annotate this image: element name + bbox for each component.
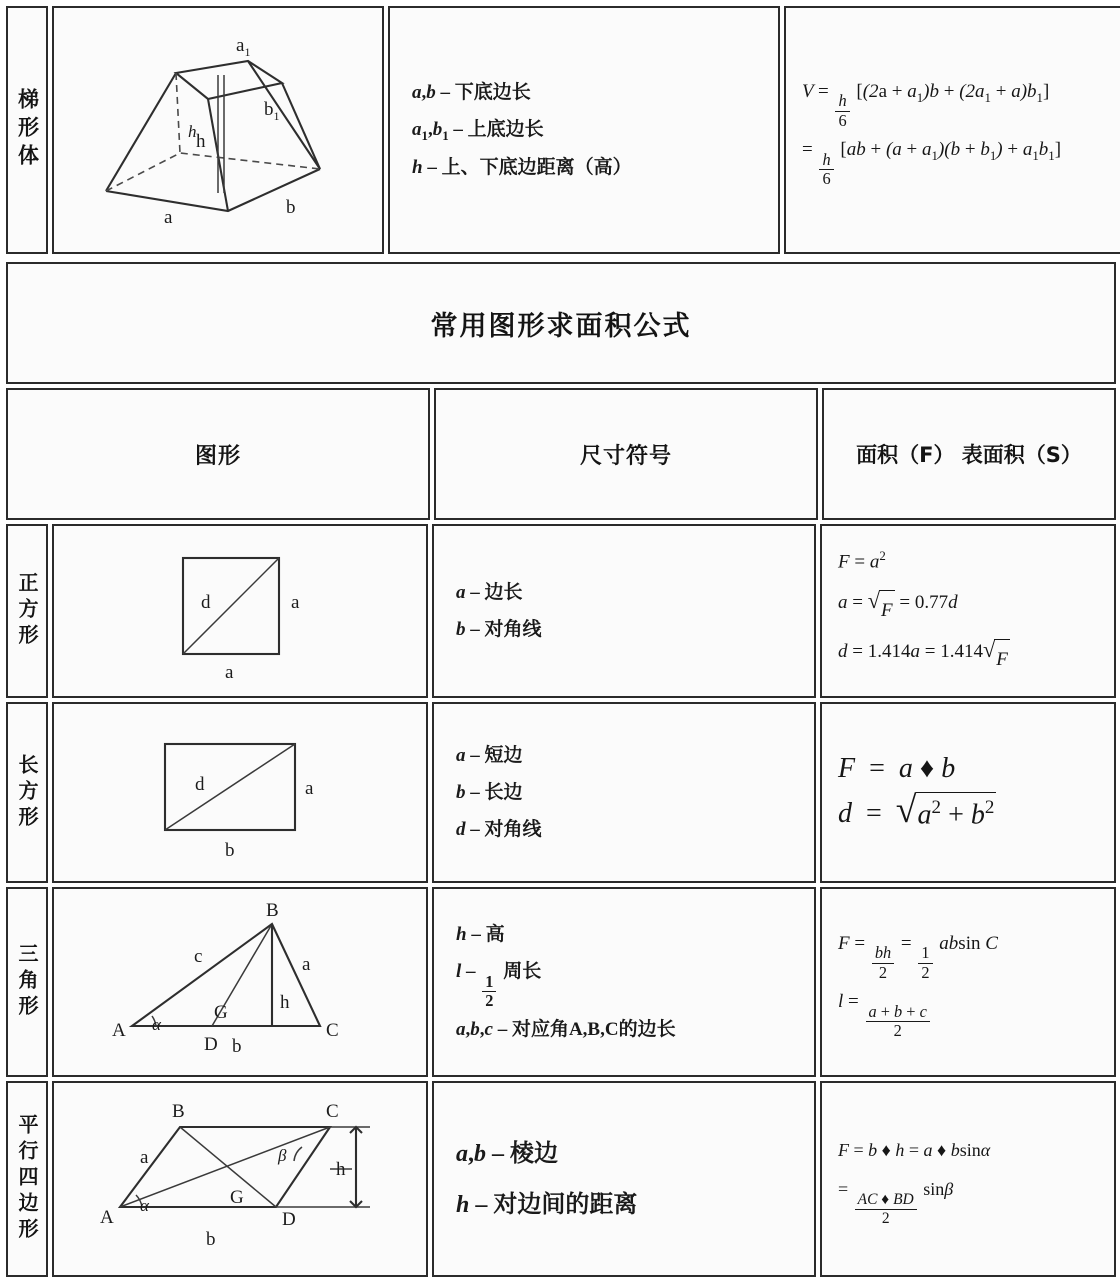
figure-cell-trapezoid-solid <box>52 6 384 254</box>
figure-label-b: b <box>286 197 296 218</box>
figure-cell-rectangle <box>52 702 428 883</box>
symbol-line: h – 高 <box>456 923 505 946</box>
triangle-figure <box>90 896 390 1068</box>
table-row <box>6 524 1116 698</box>
figure-label-d: d <box>201 592 211 613</box>
header-symbols <box>434 388 818 520</box>
symbols-cell-square <box>432 524 816 698</box>
figure-label-alpha: α <box>140 1196 149 1215</box>
row-label-triangle <box>6 887 48 1077</box>
figure-point-G: G <box>230 1187 244 1208</box>
formula-line: d = 1.414a = 1.414 √ F <box>838 632 1114 681</box>
figure-label-h: h <box>280 992 290 1013</box>
formula-cell-parallelogram <box>820 1081 1116 1277</box>
formula-line: F = $\frac{bh}{2}$ = $\frac{1}{2}$ absin C <box>838 932 998 982</box>
formula-line: l = $\frac{a + b + c}{2}$ <box>838 982 1114 1040</box>
symbol-line: l – $\frac{1}{2}$ 周长 <box>456 960 542 1011</box>
formula-line: F = a ♦ b <box>838 753 956 785</box>
truncated-pyramid-figure <box>68 25 368 235</box>
row-label-square <box>6 524 48 698</box>
figure-vertex-B: B <box>266 900 279 921</box>
row-label-rectangle <box>6 702 48 883</box>
header-figure <box>6 388 430 520</box>
formula-cell-triangle <box>820 887 1116 1077</box>
formula-line: d = √ $a^2 + b^2$ <box>838 792 1114 838</box>
figure-label-a-right: a <box>305 777 314 799</box>
table-header-row <box>6 388 1116 520</box>
formula-line: V = $\frac{h}{6}$ $[(2a + a_1)b + (2a_1 + a)b_1]$ <box>802 80 1050 130</box>
figure-label-a-bottom: a <box>225 662 234 683</box>
parallelogram-figure <box>80 1089 400 1269</box>
formula-line: F = b ♦ h = a ♦ bsinα <box>838 1140 991 1161</box>
symbol-line: b – 对角线 <box>456 618 542 640</box>
row-label-text: 梯形体 <box>15 88 40 172</box>
formula-line: = $\frac{h}{6}$ $[ab + (a + a_1)(b + b_1) + a_1b_1]$ <box>802 139 1062 189</box>
formula-line: = $\frac{AC ♦ BD}{2}$ sinβ <box>838 1178 954 1227</box>
row-label-text: 平行四边形 <box>15 1114 39 1244</box>
figure-vertex-C: C <box>326 1101 339 1122</box>
formula-line: a = √ F = 0.77d <box>838 583 1114 632</box>
row-label-text: 长方形 <box>15 753 39 832</box>
symbol-line: a – 边长 <box>456 580 523 603</box>
formula-cell-square <box>820 524 1116 698</box>
figure-label-b: b <box>232 1036 242 1057</box>
row-label-text: 三角形 <box>15 943 39 1021</box>
figure-label-c: c <box>194 946 203 967</box>
symbol-line: a,b,c – 对应角A,B,C的边长 <box>456 1017 676 1040</box>
page-title: 常用图形求面积公式 <box>430 310 692 342</box>
figure-vertex-A: A <box>100 1207 114 1228</box>
figure-label-h-italic: h <box>188 122 197 141</box>
figure-label-h: h <box>196 131 206 152</box>
figure-cell-triangle <box>52 887 428 1077</box>
figure-label-b: b <box>206 1229 216 1250</box>
symbol-line: d – 对角线 <box>456 818 542 841</box>
figure-label-d: d <box>195 773 205 795</box>
figure-label-a: a <box>302 954 311 975</box>
table-row <box>6 887 1116 1077</box>
figure-label-a1: $a_1$ <box>236 35 251 59</box>
row-label-parallelogram <box>6 1081 48 1277</box>
figure-cell-square <box>52 524 428 698</box>
row-label-trapezoid-solid <box>6 6 48 254</box>
symbol-line: a,b – 棱边 <box>456 1138 558 1167</box>
symbol-line: h – 上、下底边距离（高） <box>412 155 632 178</box>
symbols-cell-trapezoid-solid <box>388 6 780 254</box>
header-area-label: 面积（F） 表面积（S） <box>856 443 1082 467</box>
formula-line: $F = a^2$ <box>838 547 886 572</box>
table-row <box>6 1081 1116 1277</box>
symbols-cell-rectangle <box>432 702 816 883</box>
figure-vertex-D: D <box>204 1034 218 1055</box>
figure-label-b1: $b_1$ <box>264 99 280 123</box>
symbols-cell-parallelogram <box>432 1081 816 1277</box>
rectangle-figure <box>115 718 365 868</box>
figure-label-h: h <box>336 1159 346 1180</box>
figure-vertex-C: C <box>326 1020 339 1041</box>
header-symbols-label: 尺寸符号 <box>579 443 672 469</box>
symbol-line: a – 短边 <box>456 743 523 766</box>
figure-vertex-B: B <box>172 1101 185 1122</box>
figure-vertex-D: D <box>282 1209 296 1230</box>
formula-cell-rectangle <box>820 702 1116 883</box>
figure-label-alpha: α <box>152 1015 161 1034</box>
symbol-line: b – 长边 <box>456 780 523 803</box>
square-figure <box>125 536 355 686</box>
figure-label-a-right: a <box>291 592 300 613</box>
table-row <box>6 702 1116 883</box>
symbol-line: $a_1,b_1$ – 上底边长 <box>412 118 544 144</box>
header-figure-label: 图形 <box>194 443 241 469</box>
formula-cell-trapezoid-solid <box>784 6 1120 254</box>
section-title-banner <box>6 262 1116 384</box>
row-label-text: 正方形 <box>15 572 39 650</box>
figure-cell-parallelogram <box>52 1081 428 1277</box>
symbols-cell-triangle <box>432 887 816 1077</box>
figure-label-a: a <box>164 207 173 228</box>
row-trapezoid-solid <box>0 0 1120 258</box>
header-area <box>822 388 1116 520</box>
figure-label-a: a <box>140 1147 149 1168</box>
figure-point-G: G <box>214 1002 228 1023</box>
figure-vertex-A: A <box>112 1020 126 1041</box>
symbol-line: h – 对边间的距离 <box>456 1190 638 1218</box>
figure-label-b-bottom: b <box>225 839 235 861</box>
symbol-line: a,b – 下底边长 <box>412 81 531 104</box>
figure-label-beta: β <box>278 1146 287 1165</box>
